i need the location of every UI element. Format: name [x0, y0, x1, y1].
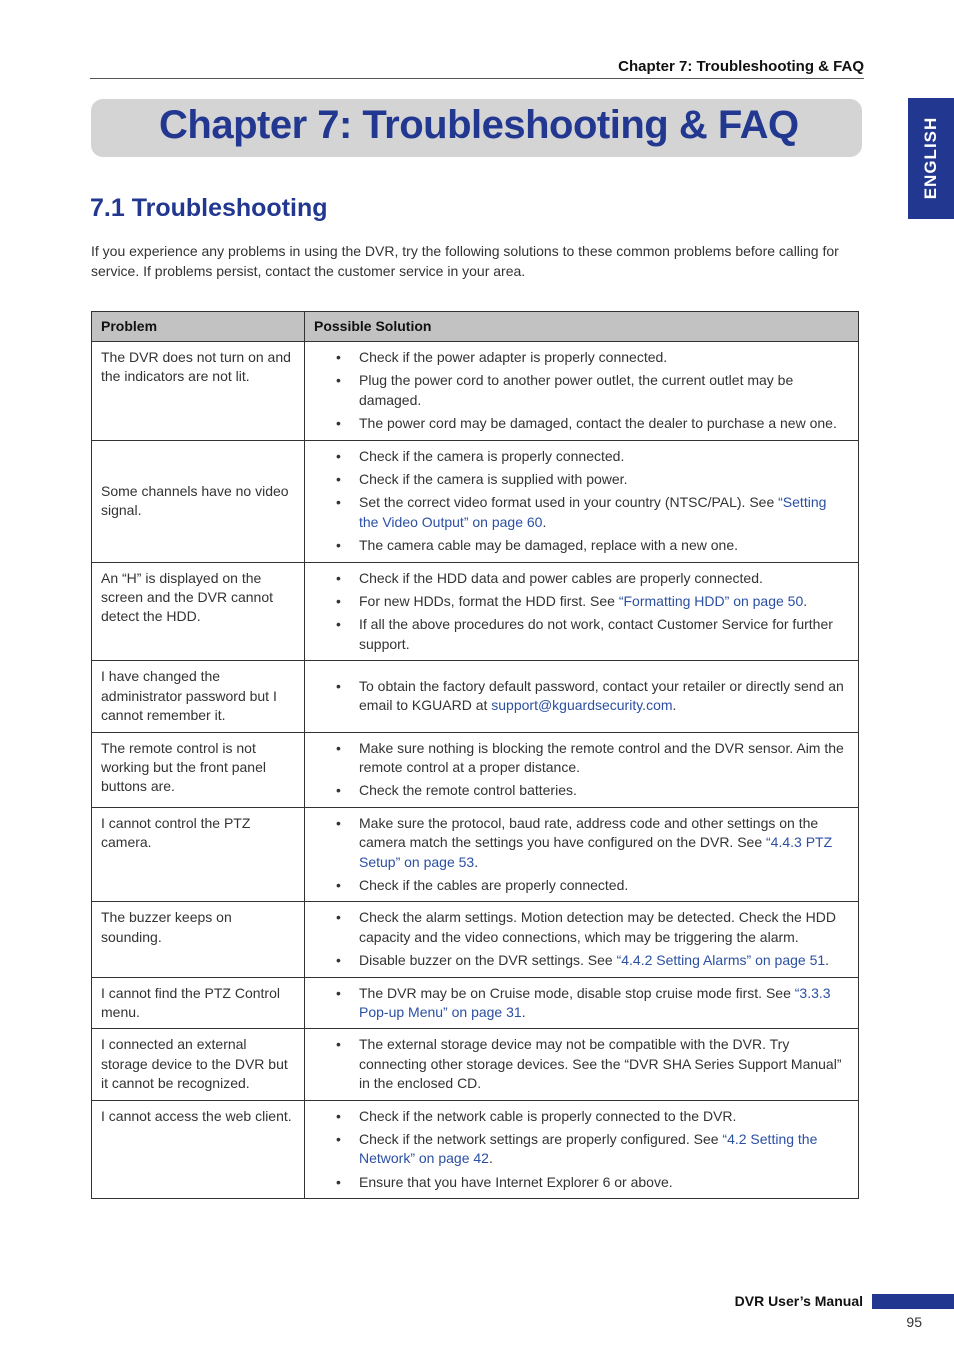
solution-list	[314, 677, 849, 716]
solution-text: Check the remote control batteries.	[359, 782, 577, 799]
footer-bar	[872, 1294, 954, 1309]
cross-reference-link[interactable]: “4.4.2 Setting Alarms” on page 51	[616, 952, 826, 969]
cross-reference-link[interactable]: “Formatting HDD” on page 50	[618, 593, 804, 610]
cross-reference-link[interactable]: “4.4.3 PTZ Setup” on page 53	[359, 834, 833, 870]
problem-cell: I connected an external storage device to the DVR but it cannot be recognized.	[92, 1029, 305, 1100]
troubleshooting-table	[91, 311, 859, 1199]
solution-item	[314, 615, 849, 654]
solution-text: Check the alarm settings. Motion detection may be detected. Check the HDD capacity and the video connections, which may be triggering the alarm.	[359, 909, 837, 945]
solution-text: Disable buzzer on the DVR settings. See	[359, 952, 617, 969]
cross-reference-link[interactable]: “Setting the Video Output” on page 60	[359, 494, 827, 530]
problem-cell: Some channels have no video signal.	[92, 440, 305, 562]
problem-cell: The buzzer keeps on sounding.	[92, 902, 305, 977]
solution-list	[314, 814, 849, 896]
solution-list	[314, 739, 849, 801]
problem-cell: The remote control is not working but the front panel buttons are.	[92, 732, 305, 807]
solution-item	[314, 781, 849, 800]
solution-item	[314, 371, 849, 410]
solution-text: Check if the power adapter is properly connected.	[359, 349, 668, 365]
table-row	[92, 1029, 859, 1100]
solution-cell	[305, 977, 859, 1029]
solution-item	[314, 876, 849, 895]
solution-item	[314, 569, 849, 588]
solution-text: .	[474, 853, 479, 870]
solution-cell	[305, 807, 859, 902]
solution-list	[314, 569, 849, 655]
solution-text: Plug the power cord to another power outlet, the current outlet may be damaged.	[359, 372, 794, 408]
chapter-banner	[91, 99, 862, 157]
language-tab-label: ENGLISH	[921, 116, 940, 200]
table-row	[92, 342, 859, 441]
solution-text: The power cord may be damaged, contact the dealer to purchase a new one.	[359, 415, 837, 432]
solution-item	[314, 951, 849, 970]
solution-list	[314, 908, 849, 970]
solution-item	[314, 536, 849, 555]
problem-cell: I cannot find the PTZ Control menu.	[92, 977, 305, 1029]
solution-text: Check if the HDD data and power cables are properly connected.	[359, 569, 763, 586]
solution-text: The DVR may be on Cruise mode, disable stop cruise mode first. See	[359, 984, 795, 1001]
solution-text: Check if the network cable is properly connected to the DVR.	[359, 1107, 737, 1124]
table-row	[92, 807, 859, 902]
table-body	[92, 342, 859, 1199]
solution-item	[314, 677, 849, 716]
solution-list	[314, 447, 849, 556]
table-row	[92, 661, 859, 732]
footer-manual-title: DVR User’s Manual	[734, 1293, 863, 1309]
problem-cell: The DVR does not turn on and the indicators are not lit.	[92, 342, 305, 441]
chapter-title: Chapter 7: Troubleshooting & FAQ	[159, 103, 799, 147]
solution-list	[314, 984, 849, 1023]
solution-item	[314, 1130, 849, 1169]
solution-cell	[305, 562, 859, 661]
solution-text: Make sure the protocol, baud rate, address code and other settings on the camera match the settings you have configured on the DVR. See	[359, 814, 819, 851]
language-tab	[908, 98, 954, 219]
solution-text: .	[521, 1003, 526, 1020]
solution-item	[314, 348, 849, 367]
solution-item	[314, 470, 849, 489]
solution-item	[314, 1035, 849, 1093]
table-row	[92, 562, 859, 661]
table-row	[92, 977, 859, 1029]
table-row	[92, 732, 859, 807]
solution-cell	[305, 732, 859, 807]
cross-reference-link[interactable]: “3.3.3 Pop-up Menu” on page 31	[359, 984, 831, 1020]
solution-item	[314, 1107, 849, 1126]
solution-cell	[305, 440, 859, 562]
table-header-row	[92, 312, 859, 342]
solution-item	[314, 1173, 849, 1192]
solution-text: Check if the network settings are properly configured. See	[359, 1131, 723, 1147]
column-header-solution: Possible Solution	[305, 312, 859, 342]
solution-text: If all the above procedures do not work, contact Customer Service for further support.	[359, 616, 833, 652]
solution-text: .	[825, 952, 830, 969]
solution-item	[314, 414, 849, 433]
solution-text: Check if the cables are properly connected.	[359, 876, 629, 893]
solution-text: For new HDDs, format the HDD first. See	[359, 593, 619, 610]
problem-cell: An “H” is displayed on the screen and the DVR cannot detect the HDD.	[92, 562, 305, 661]
solution-item	[314, 739, 849, 778]
solution-text: Make sure nothing is blocking the remote control and the DVR sensor. Aim the remote control at a proper distance.	[359, 739, 844, 775]
problem-cell: I have changed the administrator password but I cannot remember it.	[92, 661, 305, 732]
solution-text: Check if the camera is supplied with power.	[359, 471, 628, 488]
section-title: 7.1 Troubleshooting	[90, 194, 328, 222]
solution-text: Check if the camera is properly connected.	[359, 447, 625, 464]
cross-reference-link[interactable]: “4.2 Setting the Network” on page 42	[359, 1131, 818, 1167]
solution-cell	[305, 661, 859, 732]
solution-text: Set the correct video format used in your country (NTSC/PAL). See	[359, 494, 779, 511]
column-header-problem: Problem	[92, 312, 305, 342]
table-row	[92, 902, 859, 977]
solution-list	[314, 1107, 849, 1193]
solution-cell	[305, 1100, 859, 1199]
solution-text: .	[672, 697, 677, 714]
solution-item	[314, 447, 849, 466]
cross-reference-link[interactable]: support@kguardsecurity.com	[491, 697, 673, 714]
solution-text: .	[542, 513, 547, 530]
solution-text: The camera cable may be damaged, replace with a new one.	[359, 537, 738, 554]
table-row	[92, 1100, 859, 1199]
section-intro: If you experience any problems in using the DVR, try the following solutions to these common problems before calling for service. If problems persist, contact the customer service in your area.	[91, 243, 839, 279]
solution-item	[314, 592, 849, 611]
solution-item	[314, 908, 849, 947]
solution-text: The external storage device may not be compatible with the DVR. Try connecting other storage devices. See the “DVR SHA Series Support Manual” in the enclosed CD.	[359, 1036, 842, 1092]
solution-text: .	[488, 1150, 493, 1167]
solution-list	[314, 348, 849, 434]
table-row	[92, 440, 859, 562]
solution-cell	[305, 1029, 859, 1100]
solution-item	[314, 984, 849, 1023]
solution-text: .	[803, 593, 808, 610]
solution-cell	[305, 342, 859, 441]
solution-item	[314, 814, 849, 872]
solution-cell	[305, 902, 859, 977]
problem-cell: I cannot control the PTZ camera.	[92, 807, 305, 902]
solution-list	[314, 1035, 849, 1093]
page-number: 95	[906, 1314, 922, 1330]
problem-cell: I cannot access the web client.	[92, 1100, 305, 1199]
solution-text: Ensure that you have Internet Explorer 6 or above.	[359, 1173, 673, 1190]
solution-text: To obtain the factory default password, contact your retailer or directly send an email to KGUARD at	[359, 677, 844, 714]
running-header: Chapter 7: Troubleshooting & FAQ	[90, 58, 864, 79]
solution-item	[314, 493, 849, 532]
